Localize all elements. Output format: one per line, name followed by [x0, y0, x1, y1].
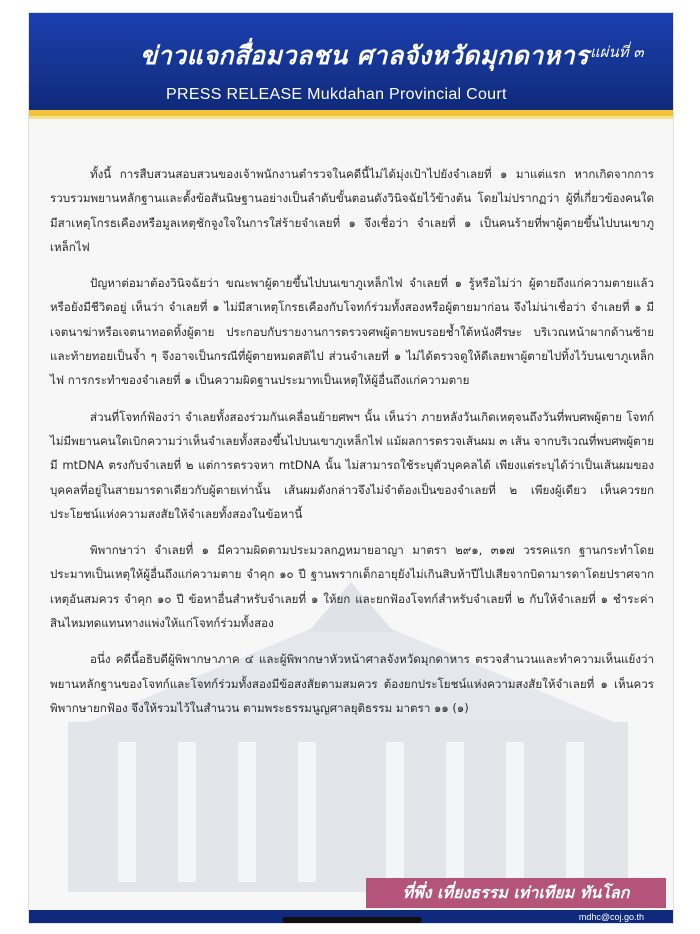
thai-title: ข่าวแจกสื่อมวลชน ศาลจังหวัดมุกดาหาร	[140, 41, 590, 70]
paragraph-issue-knowledge: ปัญหาต่อมาต้องวินิจฉัยว่า ขณะพาผู้ตายขึ้นไปบนเขาภูเหล็กไฟ จำเลยที่ ๑ รู้หรือไม่ว่า ผู้ตายถึงแก่ความตายแล้วหรือยังมีชีวิตอยู่ เห็นว่า จำเลยที่ ๑ ไม่มีสาเหตุโกรธเคืองกับโจทก์ร่วมทั้งสองหรือผู้ตายมาก่อน จึงไม่น่าเชื่อว่า จำเลยที่ ๑ มีเจตนาฆ่าหรือเจตนาทอดทิ้งผู้ตาย ประกอบกับรายงานการตรวจศพผู้ตายพบรอยช้ำใต้หนังศีรษะ บริเวณหน้าผากด้านซ้ายและท้ายทอยเป็นจ้ำ ๆ จึงอาจเป็นกรณีที่ผู้ตายหมดสติไป ส่วนจำเลยที่ ๑ ไม่ได้ตรวจดูให้ดีเลยพาผู้ตายไปทิ้งไว้บนเขาภูเหล็กไฟ การกระทำของจำเลยที่ ๑ เป็นความผิดฐานประมาทเป็นเหตุให้ผู้อื่นถึงแก่ความตาย	[50, 276, 654, 388]
header-banner	[28, 12, 674, 110]
press-release-sheet	[28, 12, 674, 924]
contact-email: mdhc@coj.go.th	[578, 912, 644, 922]
home-indicator[interactable]	[282, 917, 422, 923]
paragraph-verdict: พิพากษาว่า จำเลยที่ ๑ มีความผิดตามประมวลกฎหมายอาญา มาตรา ๒๙๑, ๓๑๗ วรรคแรก ฐานกระทำโดยประมาทเป็นเหตุให้ผู้อื่นถึงแก่ความตาย จำคุก ๑๐ ปี ฐานพรากเด็กอายุยังไม่เกินสิบห้าปีไปเสียจากบิดามารดาโดยปราศจากเหตุอันสมควร จำคุก ๑๐ ปี ข้อหาอื่นสำหรับจำเลยที่ ๑ ให้ยก และยกฟ้องโจทก์สำหรับจำเลยที่ ๒ กับให้จำเลยที่ ๑ ชำระค่าสินไหมทดแทนทางแพ่งให้แก่โจทก์ร่วมทั้งสอง	[50, 543, 654, 631]
gold-stripe-light	[28, 116, 674, 119]
sheet-number: แผ่นที่ ๓	[590, 43, 644, 61]
paragraph-investigation: ทั้งนี้ การสืบสวนสอบสวนของเจ้าพนักงานตำรวจในคดีนี้ไม่ได้มุ่งเป้าไปยังจำเลยที่ ๑ มาแต่แรก หากเกิดจากการรวบรวมพยานหลักฐานและตั้งข้อสันนิษฐานอย่างเป็นลำดับขั้นตอนดังวินิจฉัยไว้ข้างต้น โดยไม่ปรากฏว่า ผู้ที่เกี่ยวข้องคนใดมีสาเหตุโกรธเคืองหรือมูลเหตุชักจูงใจในการใส่ร้ายจำเลยที่ ๑ จึงเชื่อว่า จำเลยที่ ๑ เป็นคนร้ายที่พาผู้ตายขึ้นไปบนเขาภูเหล็กไฟ	[50, 167, 654, 254]
court-slogan: ที่พึ่ง เที่ยงธรรม เท่าเทียม ทันโลก	[366, 878, 666, 908]
paragraph-dissenting-opinion: อนึ่ง คดีนี้อธิบดีผู้พิพากษาภาค ๔ และผู้พิพากษาหัวหน้าศาลจังหวัดมุกดาหาร ตรวจสำนวนและทำความเห็นแย้งว่าพยานหลักฐานของโจทก์และโจทก์ร่วมทั้งสองมีข้อสงสัยตามสมควร ต้องยกประโยชน์แห่งความสงสัยให้จำเลยที่ ๑ เห็นควรพิพากษายกฟ้อง จึงให้รวมไว้ในสำนวน ตามพระธรรมนูญศาลยุติธรรม มาตรา ๑๑ (๑)	[50, 652, 654, 715]
paragraph-moving-body: ส่วนที่โจทก์ฟ้องว่า จำเลยทั้งสองร่วมกันเคลื่อนย้ายศพฯ นั้น เห็นว่า ภายหลังวันเกิดเหตุจนถึงวันที่พบศพผู้ตาย โจทก์ไม่มีพยานคนใดเบิกความว่าเห็นจำเลยทั้งสองขึ้นไปบนเขาภูเหล็กไฟ แม้ผลการตรวจเส้นผม ๓ เส้น จากบริเวณที่พบศพผู้ตายมี mtDNA ตรงกับจำเลยที่ ๒ แต่การตรวจหา mtDNA นั้น ไม่สามารถใช้ระบุตัวบุคคลได้ เพียงแต่ระบุได้ว่าเป็นเส้นผมของบุคคลที่อยู่ในสายมารดาเดียวกับผู้ตายเท่านั้น เส้นผมดังกล่าวจึงไม่จำต้องเป็นของจำเลยที่ ๒ เพียงผู้เดียว เห็นควรยกประโยชน์แห่งความสงสัยให้จำเลยทั้งสองในข้อหานี้	[50, 409, 654, 521]
english-title: PRESS RELEASE Mukdahan Provincial Court	[166, 86, 507, 103]
press-release-body	[50, 162, 654, 732]
